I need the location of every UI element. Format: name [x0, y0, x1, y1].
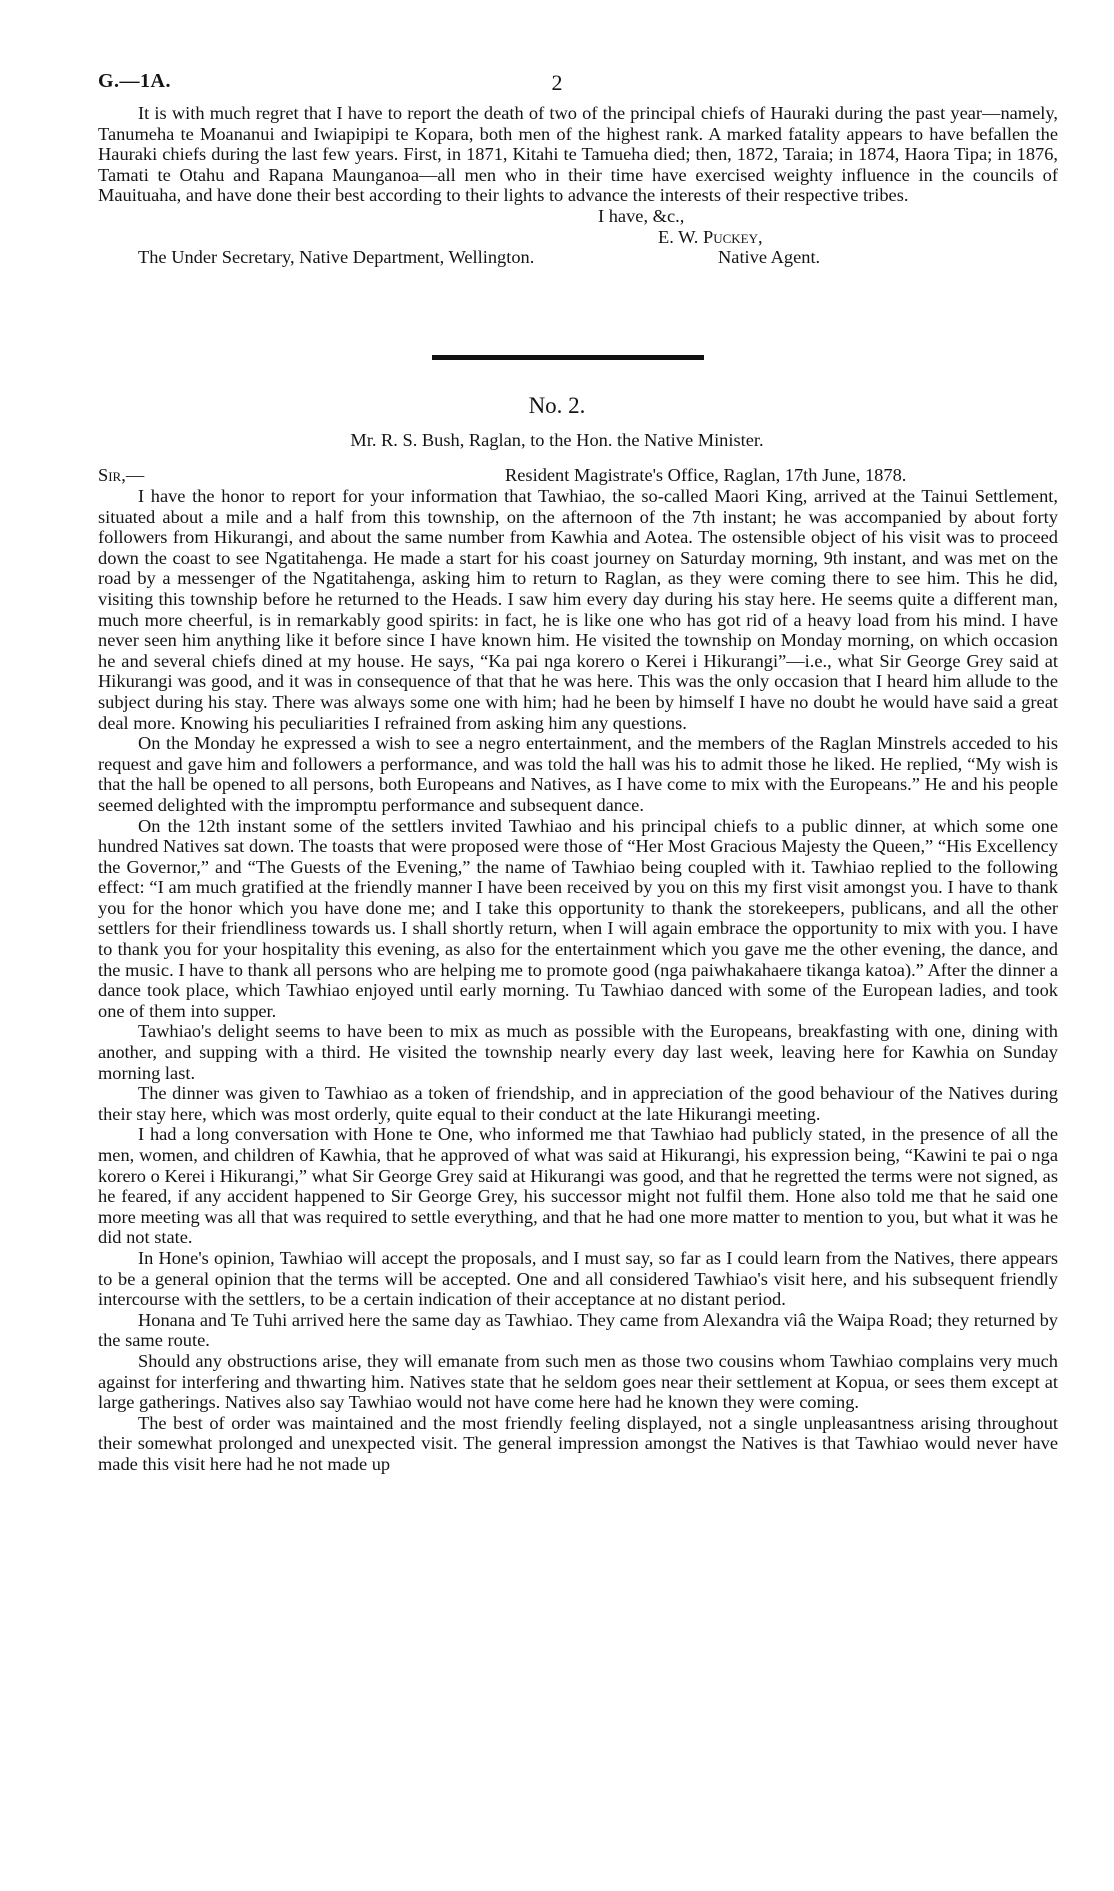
letter2-paragraph: I have the honor to report for your information that Tawhiao, the so-called Maori King, arrived at the Tainui Settlement, situated about a mile and a half from this township, on the afternoon of the 7th instant; he was accompanied by about forty followers from Hikurangi, and about the same number from Kawhia and Aotea. The ostensible object of his visit was to proceed down the coast to see Ngatitahenga. He made a start for his coast journey on Saturday morning, 9th instant, and was met on the road by a messenger of the Ngatitahenga, asking him to return to Raglan, as they were coming there to see him. This he did, visiting this township before he returned to the Heads. I saw him every day during his stay here. He seems quite a different man, much more cheerful, is in remarkably good spirits: in fact, he is like one who has got rid of a heavy load from his mind. I have never seen him anything like it before since I have known him. He visited the township on Monday morning, on which occasion he and several chiefs dined at my house. He says, “Ka pai nga korero o Kerei i Hikurangi”—i.e., what Sir George Grey said at Hikurangi was good, and it was in consequence of that that he was here. This was the only occasion that I heard him allude to the subject during his stay. There was always some one with him; had he been by himself I have no doubt he would have said a great deal more. Knowing his peculiarities I refrained from asking him any questions.: [98, 486, 1058, 733]
letter1-paragraph: It is with much regret that I have to report the death of two of the principal chiefs of Hauraki during the past year—namely, Tanumeha te Moananui and Iwiapipipi te Kopara, both men of the highest rank. A marked fatality appears to have befallen the Hauraki chiefs during the last few years. First, in 1871, Kitahi te Tamueha died; then, 1872, Taraia; in 1874, Haora Tipa; in 1876, Tamati te Otahu and Rapana Maunganoa—all men who in their time have exercised weighty influence in the councils of Mauituaha, and have done their best according to their lights to advance the interests of their respective tribes.: [98, 103, 1058, 206]
document-reference: G.—1A.: [98, 70, 171, 92]
letter1-signature: E. W. Puckey,: [658, 226, 763, 247]
letter2-paragraph: Honana and Te Tuhi arrived here the same day as Tawhiao. They came from Alexandra viâ the Waipa Road; they returned by the same route.: [98, 1309, 1058, 1351]
salutation: Sir,—: [98, 465, 145, 485]
letter2-paragraph: On the 12th instant some of the settlers invited Tawhiao and his principal chiefs to a public dinner, at which some one hundred Natives sat down. The toasts that were proposed were those of “Her Most Gracious Majesty the Queen,” “His Excellency the Governor,” and “The Guests of the Evening,” the name of Tawhiao being coupled with it. Tawhiao replied to the following effect: “I am much gratified at the friendly manner I have been received by you on this my first visit amongst you. I have to thank you for the honor which you have done me; and I take this opportunity to thank the storekeepers, publicans, and all the other settlers for their friendliness towards us. I shall shortly return, when I will again embrace the opportunity to mix with you. I have to thank you for your hospitality this evening, as also for the entertainment which you gave me the other evening, the dance, and the music. I have to thank all persons who are helping me to promote good (nga paiwhakahaere tikanga katoa).” After the dinner a dance took place, which Tawhiao enjoyed until early morning. Tu Tawhiao danced with some of the European ladies, and took one of them into supper.: [98, 815, 1058, 1021]
letter-number-heading: No. 2.: [528, 393, 586, 418]
letter2-paragraph: Should any obstructions arise, they will emanate from such men as those two cousins whom Tawhiao complains very much against for interfering and thwarting him. Natives state that he seldom goes near their settlement at Kopua, or sees them except at large gatherings. Natives also say Tawhiao would not have come here had he known they were coming.: [98, 1350, 1058, 1413]
letter1-body: [98, 103, 1058, 268]
page-header: [98, 70, 1016, 100]
letter2-body: [98, 486, 1058, 1475]
letter2-paragraph: On the Monday he expressed a wish to see a negro entertainment, and the members of the Raglan Minstrels acceded to his request and gave him and followers a performance, and was told the hall was his to admit those he liked. He replied, “My wish is that the hall be opened to all persons, both Europeans and Natives, as I have come to mix with the Europeans.” He and his people seemed delighted with the impromptu performance and subsequent dance.: [98, 733, 1058, 815]
section-divider: [432, 355, 704, 360]
letter2-paragraph: The dinner was given to Tawhiao as a token of friendship, and in appreciation of the good behaviour of the Natives during their stay here, which was most orderly, quite equal to their conduct at the late Hikurangi meeting.: [98, 1083, 1058, 1124]
letter2-paragraph: In Hone's opinion, Tawhiao will accept the proposals, and I must say, so far as I could learn from the Natives, there appears to be a general opinion that the terms will be accepted. One and all considered Tawhiao's visit here, and his subsequent friendly intercourse with the settlers, to be a certain indication of their acceptance at no distant period.: [98, 1247, 1058, 1310]
letter2-paragraph: Tawhiao's delight seems to have been to mix as much as possible with the Europeans, breakfasting with one, dining with another, and supping with a third. He visited the township nearly every day last week, leaving here for Kawhia on Sunday morning last.: [98, 1021, 1058, 1083]
letter1-addressee: The Under Secretary, Native Department, Wellington.: [138, 247, 535, 268]
place-date: Resident Magistrate's Office, Raglan, 17th June, 1878.: [505, 465, 907, 485]
letter1-closing: I have, &c.,: [598, 205, 685, 226]
letter2-paragraph: The best of order was maintained and the most friendly feeling displayed, not a single unpleasantness arising throughout their somewhat prolonged and unexpected visit. The general impression amongst the Natives is that Tawhiao would never have made this visit here had he not made up: [98, 1412, 1058, 1474]
letter2-paragraph: I had a long conversation with Hone te One, who informed me that Tawhiao had publicly stated, in the presence of all the men, women, and children of Kawhia, that he approved of what was said at Hikurangi, his expression being, “Kawini te pai o nga korero o Kerei i Hikurangi,” what Sir George Grey said at Hikurangi was good, and that he regretted the terms were not signed, as he feared, if any accident happened to Sir George Grey, his successor might not fulfil them. Hone also told me that he said one more meeting was all that was required to settle everything, and that he had one more matter to mention to you, but what it was he did not state.: [98, 1124, 1058, 1248]
letter1-signer-title: Native Agent.: [718, 247, 821, 268]
page-number: 2: [551, 70, 563, 95]
letter-from-to: Mr. R. S. Bush, Raglan, to the Hon. the Native Minister.: [350, 430, 764, 450]
